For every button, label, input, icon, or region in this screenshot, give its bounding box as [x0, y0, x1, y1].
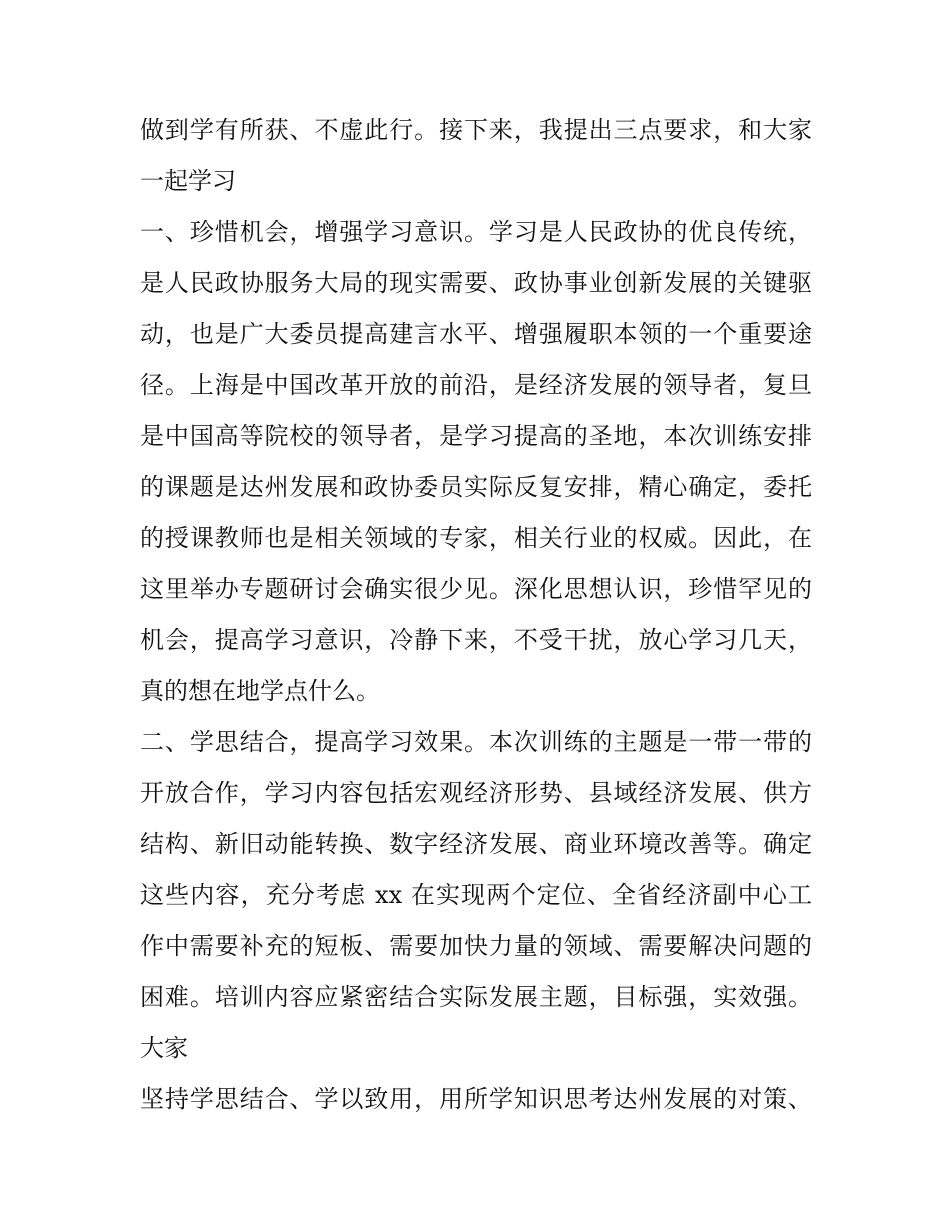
text-line: 困难。培训内容应紧密结合实际发展主题，目标强，实效强。: [140, 983, 812, 1011]
text-line: 大家: [140, 1034, 188, 1062]
text-line: 的课题是达州发展和政协委员实际反复安排，精心确定，委托: [140, 473, 812, 501]
text-line: 作中需要补充的短板、需要加快力量的领域、需要解决问题的: [140, 932, 812, 960]
text-line: 的授课教师也是相关领域的专家，相关行业的权威。因此，在: [140, 524, 812, 552]
document-body: [140, 105, 812, 1125]
text-line: 做到学有所获、不虚此行。接下来，我提出三点要求，和大家: [140, 116, 812, 144]
text-line: 动，也是广大委员提高建言水平、增强履职本领的一个重要途: [140, 320, 812, 348]
text-line: 结构、新旧动能转换、数字经济发展、商业环境改善等。确定: [140, 830, 812, 858]
text-line: 这些内容，充分考虑 xx 在实现两个定位、全省经济副中心工: [140, 881, 812, 909]
text-line: 是中国高等院校的领导者，是学习提高的圣地，本次训练安排: [140, 422, 812, 450]
text-line: 开放合作，学习内容包括宏观经济形势、县域经济发展、供方: [140, 779, 812, 807]
text-line: 真的想在地学点什么。: [140, 677, 380, 705]
text-line: 一、珍惜机会，增强学习意识。学习是人民政协的优良传统，: [140, 218, 812, 246]
text-line: 是人民政协服务大局的现实需要、政协事业创新发展的关键驱: [140, 269, 812, 297]
text-line: 一起学习: [140, 167, 236, 195]
text-line: 径。上海是中国改革开放的前沿，是经济发展的领导者，复旦: [140, 371, 812, 399]
text-line: 机会，提高学习意识，冷静下来，不受干扰，放心学习几天，: [140, 626, 812, 654]
text-line: 坚持学思结合、学以致用，用所学知识思考达州发展的对策、: [140, 1085, 812, 1113]
text-line: 这里举办专题研讨会确实很少见。深化思想认识，珍惜罕见的: [140, 575, 812, 603]
text-line: 二、学思结合，提高学习效果。本次训练的主题是一带一带的: [140, 728, 812, 756]
